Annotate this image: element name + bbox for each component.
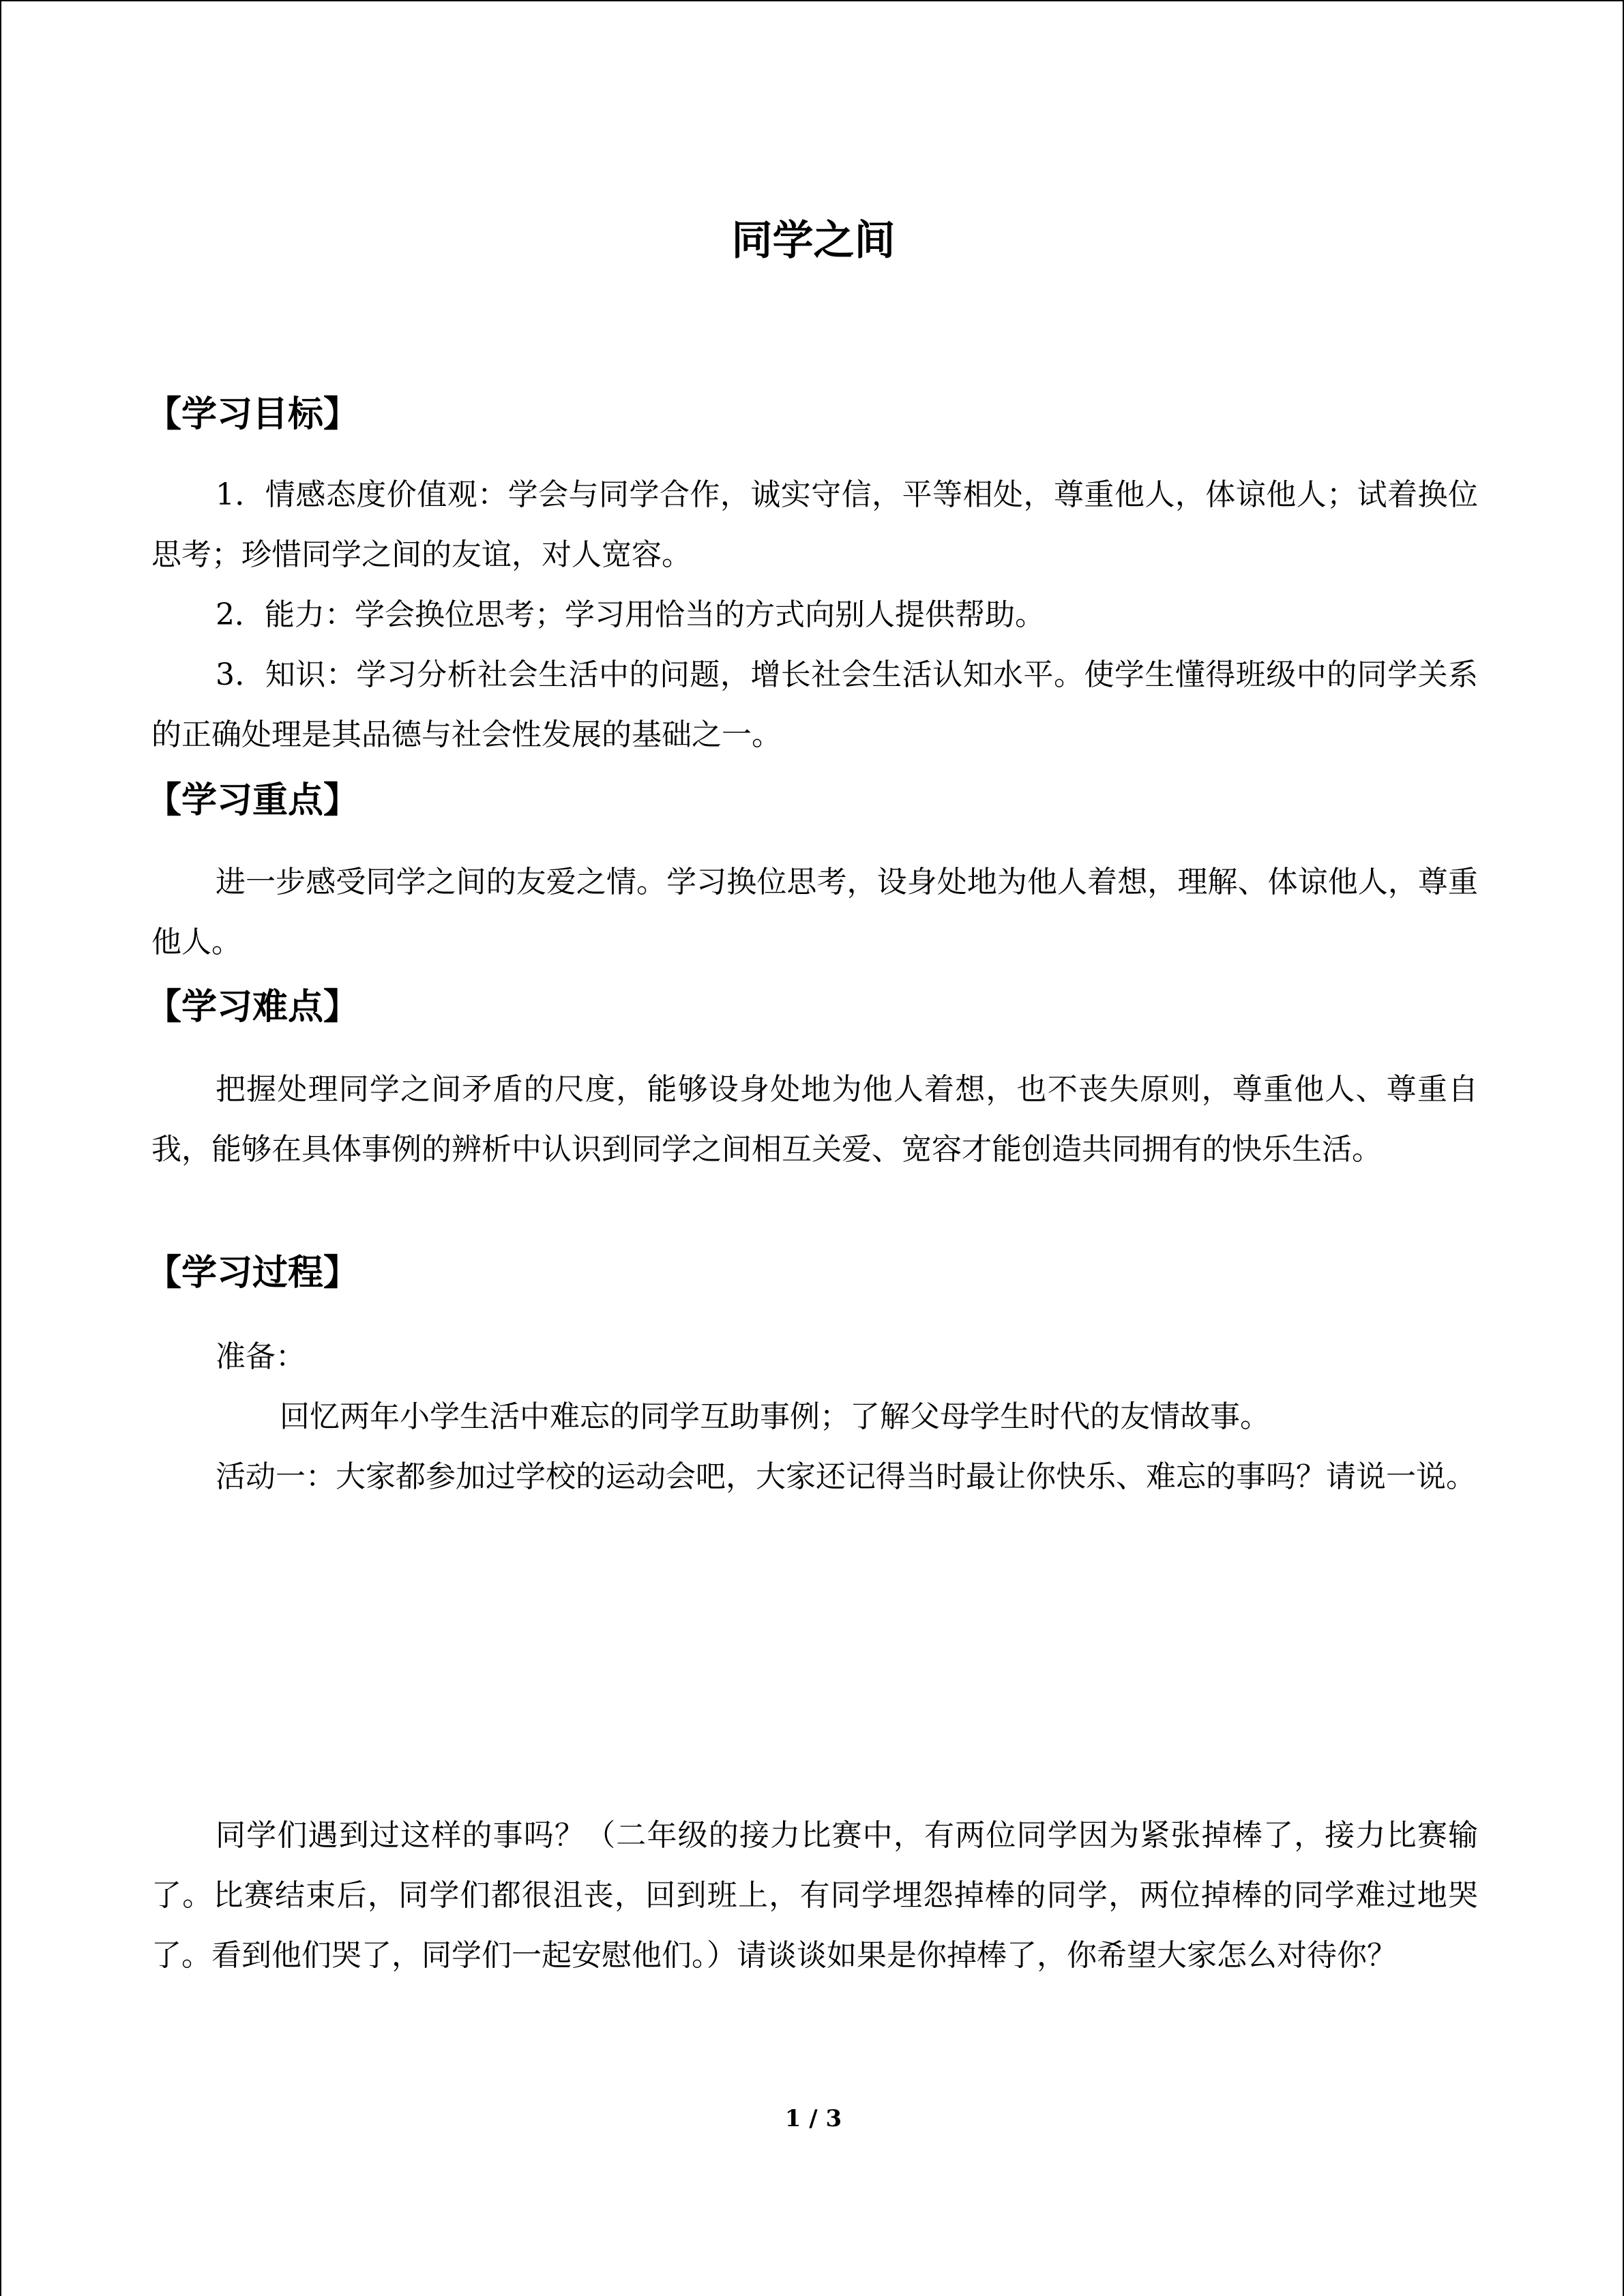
prep-label: 准备： <box>216 1339 306 1374</box>
objective-item-1: 1．情感态度价值观：学会与同学合作，诚实守信，平等相处，尊重他人，体谅他人；试着换位思考；珍惜同学之间的友谊，对人宽容。 <box>151 477 1478 572</box>
objective-item-2: 2．能力：学会换位思考；学习用恰当的方式向别人提供帮助。 <box>216 597 1045 632</box>
key-points-heading: 【学习重点】 <box>146 779 359 821</box>
key-points-text: 进一步感受同学之间的友爱之情。学习换位思考，设身处地为他人着想，理解、体谅他人，尊重他人。 <box>151 865 1478 959</box>
page-number: 1 / 3 <box>784 2105 842 2132</box>
difficulties-heading: 【学习难点】 <box>146 986 359 1028</box>
objectives-heading: 【学习目标】 <box>146 393 359 435</box>
document-title: 同学之间 <box>731 217 896 265</box>
difficulties-text: 把握处理同学之间矛盾的尺度，能够设身处地为他人着想，也不丧失原则，尊重他人、尊重自我，能够在具体事例的辨析中认识到同学之间相互关爱、宽容才能创造共同拥有的快乐生活。 <box>151 1072 1478 1167</box>
objective-item-3: 3．知识：学习分析社会生活中的问题，增长社会生活认知水平。使学生懂得班级中的同学关系的正确处理是其品德与社会性发展的基础之一。 <box>151 657 1478 752</box>
scenario-text: 同学们遇到过这样的事吗？（二年级的接力比赛中，有两位同学因为紧张掉棒了，接力比赛输了。比赛结束后，同学们都很沮丧，回到班上，有同学埋怨掉棒的同学，两位掉棒的同学难过地哭了。看到他们哭了，同学们一起安慰他们。）请谈谈如果是你掉棒了，你希望大家怎么对待你？ <box>151 1818 1478 1973</box>
activity-one-text: 活动一：大家都参加过学校的运动会吧，大家还记得当时最让你快乐、难忘的事吗？请说一说。 <box>216 1459 1476 1494</box>
prep-text: 回忆两年小学生活中难忘的同学互助事例；了解父母学生时代的友情故事。 <box>280 1399 1270 1434</box>
process-heading: 【学习过程】 <box>146 1252 359 1294</box>
